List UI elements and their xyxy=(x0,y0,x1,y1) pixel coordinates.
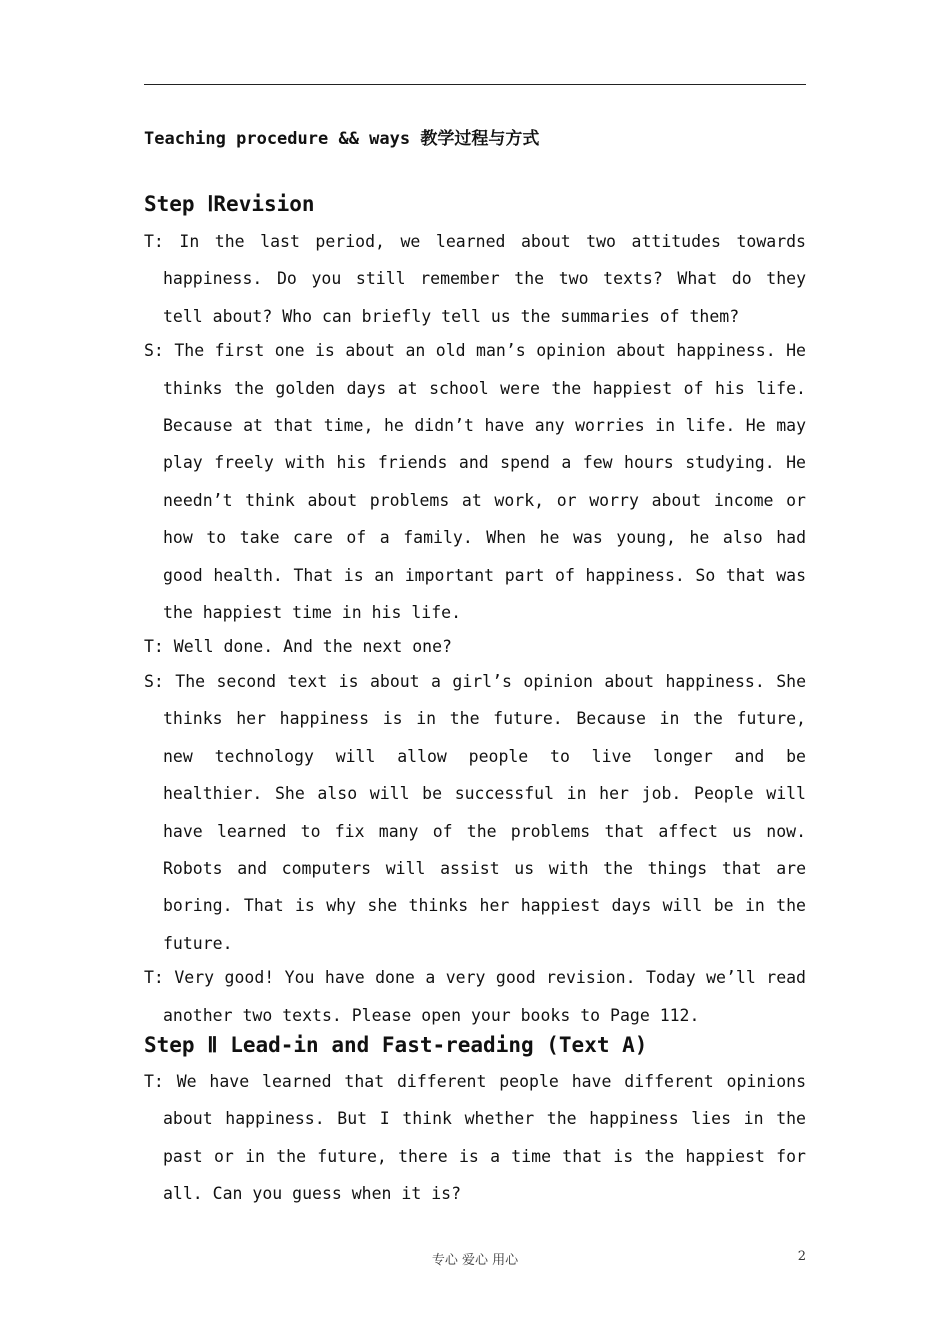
step-1-body xyxy=(144,223,806,1034)
step-2-body xyxy=(144,1063,806,1213)
footer-motto: 专心 爱心 用心 xyxy=(431,1253,519,1268)
dialogue-line: T: We have learned that different people have different opinions about happiness. But I think whether the happiness lies in the past or in the future, there is a time that is the happiest for all. Can you guess when it is? xyxy=(144,1072,806,1204)
page-number: 2 xyxy=(797,1249,806,1264)
header-rule xyxy=(144,84,806,85)
section-heading: Teaching procedure && ways 教学过程与方式 xyxy=(144,129,540,149)
dialogue-line: S: The first one is about an old man’s opinion about happiness. He thinks the golden days at school were the happiest of his life. Because at that time, he didn’t have any worries in life. He may play freely with his friends and spend a few hours studying. He needn’t think about problems at work, or worry about income or how to take care of a family. When he was young, he also had good health. That is an important part of happiness. So that was the happiest time in his life. xyxy=(144,341,806,623)
dialogue-line: T: Very good! You have done a very good revision. Today we’ll read another two texts. Please open your books to Page 112. xyxy=(144,968,806,1025)
dialogue-line: S: The second text is about a girl’s opinion about happiness. She thinks her happiness is in the future. Because in the future, new technology will allow people to live longer and be healthier. She also will be successful in her job. People will have learned to fix many of the problems that affect us now. Robots and computers will assist us with the things that are boring. That is why she thinks her happiest days will be in the future. xyxy=(144,671,806,953)
step-1-title: Step ⅠRevision xyxy=(144,192,315,216)
dialogue-line: T: In the last period, we learned about two attitudes towards happiness. Do you still remember the two texts? What do they tell about? Who can briefly tell us the summaries of them? xyxy=(144,232,806,326)
step-2-title: Step Ⅱ Lead-in and Fast-reading (Text A) xyxy=(144,1033,648,1057)
dialogue-line: T: Well done. And the next one? xyxy=(144,637,452,657)
